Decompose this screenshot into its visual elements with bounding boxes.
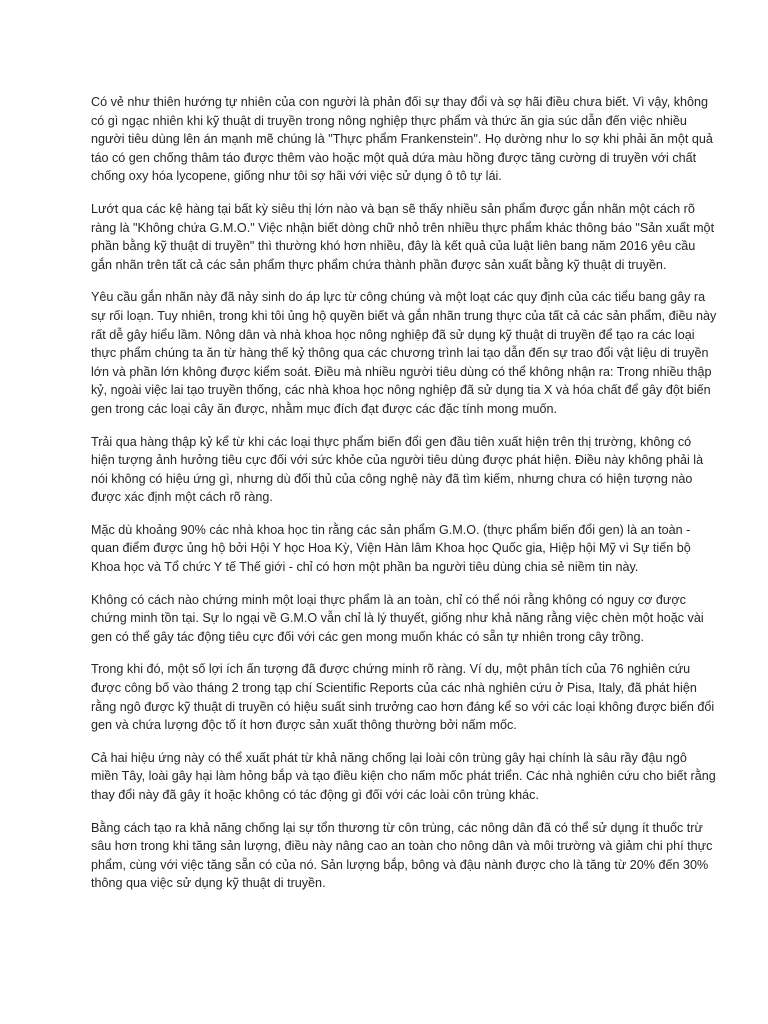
paragraph-6: Không có cách nào chứng minh một loại thực phẩm là an toàn, chỉ có thể nói rằng không có nguy cơ được chứng minh tồn tại. Sự lo ngại về G.M.O vẫn chỉ là lý thuyết, giống như khả năng rằng việc chèn một hoặc vài gen có thể gây tác động tiêu cực đối với các gen mong muốn khác có sẵn tự nhiên trong cây trồng. xyxy=(91,592,704,644)
paragraph-3: Yêu cầu gắn nhãn này đã nảy sinh do áp lực từ công chúng và một loạt các quy định của các tiểu bang gây ra sự rối loạn. Tuy nhiên, trong khi tôi ủng hộ quyền biết và gắn nhãn trung thực của tất cả các sản phẩm, điều này rất dễ gây hiểu lầm. Nông dân và nhà khoa học nông nghiệp đã sử dụng kỹ thuật di truyền để tạo ra các loại thực phẩm chúng ta ăn từ hàng thế kỷ thông qua các chương trình lai tạo dẫn đến sự trao đổi vật liệu di truyền lớn và phần lớn không được kiểm soát. Điều mà nhiều người tiêu dùng có thể không nhận ra: Trong nhiều thập kỷ, ngoài việc lai tạo truyền thống, các nhà khoa học nông nghiệp đã sử dụng tia X và hóa chất để gây đột biến gen trong các loại cây ăn được, nhằm mục đích đạt được các đặc tính mong muốn. xyxy=(91,290,717,416)
paragraph-4: Trải qua hàng thập kỷ kể từ khi các loại thực phẩm biến đổi gen đầu tiên xuất hiện trên thị trường, không có hiện tượng ảnh hưởng tiêu cực đối với sức khỏe của người tiêu dùng được phát hiện. Điều này không phải là nói không có hiệu ứng gì, nhưng dù đối thủ của công nghệ này đã tìm kiếm, nhưng chưa có hiện tượng nào được xác định một cách rõ ràng. xyxy=(91,434,704,505)
paragraph-9: Bằng cách tạo ra khả năng chống lại sự tổn thương từ côn trùng, các nông dân đã có thể sử dụng ít thuốc trừ sâu hơn trong khi tăng sản lượng, điều này nâng cao an toàn cho nông dân và môi trường và giảm chi phí thực phẩm, cùng với việc tăng sẵn có của nó. Sản lượng bắp, bông và đậu nành được cho là tăng từ 20% đến 30% thông qua việc sử dụng kỹ thuật di truyền. xyxy=(91,820,713,891)
document-body xyxy=(91,93,717,907)
paragraph-8: Cả hai hiệu ứng này có thể xuất phát từ khả năng chống lại loài côn trùng gây hại chính là sâu rầy đậu ngô miền Tây, loài gây hại làm hỏng bắp và tạo điều kiện cho nấm mốc phát triển. Các nhà nghiên cứu cho biết rằng thay đổi này đã gây ít hoặc không có tác động gì đối với các loài côn trùng khác. xyxy=(91,750,716,802)
paragraph-1: Có vẻ như thiên hướng tự nhiên của con người là phản đối sự thay đổi và sợ hãi điều chưa biết. Vì vậy, không có gì ngạc nhiên khi kỹ thuật di truyền trong nông nghiệp thực phẩm và thức ăn gia súc dẫn đến việc nhiều người tiêu dùng lên án mạnh mẽ chúng là "Thực phẩm Frankenstein". Họ dường như lo sợ khi phải ăn một quả táo có gen chống thâm táo được thêm vào hoặc một quả dứa màu hồng được tăng cường di truyền với chất chống oxy hóa lycopene, giống như tôi sợ hãi với việc sử dụng ô tô tự lái. xyxy=(91,95,713,184)
paragraph-5: Mặc dù khoảng 90% các nhà khoa học tin rằng các sản phẩm G.M.O. (thực phẩm biến đổi gen) là an toàn - quan điểm được ủng hộ bởi Hội Y học Hoa Kỳ, Viện Hàn lâm Khoa học Quốc gia, Hiệp hội Mỹ vì Sự tiến bộ Khoa học và Tổ chức Y tế Thế giới - chỉ có hơn một phần ba người tiêu dùng chia sẻ niềm tin này. xyxy=(91,522,691,575)
paragraph-7: Trong khi đó, một số lợi ích ấn tượng đã được chứng minh rõ ràng. Ví dụ, một phân tích của 76 nghiên cứu được công bố vào tháng 2 trong tạp chí Scientific Reports của các nhà nghiên cứu ở Pisa, Italy, đã phát hiện rằng ngô được kỹ thuật di truyền có hiệu suất sinh trưởng cao hơn đáng kể so với các loại không được biến đổi gen và chứa lượng độc tố ít hơn được sản xuất thông thường bởi nấm mốc. xyxy=(91,662,715,733)
paragraph-2: Lướt qua các kệ hàng tại bất kỳ siêu thị lớn nào và bạn sẽ thấy nhiều sản phẩm được gắn nhãn một cách rõ ràng là "Không chứa G.M.O." Việc nhận biết dòng chữ nhỏ trên nhiều thực phẩm khác thông báo "Sản xuất một phần bằng kỹ thuật di truyền" thì thường khó hơn nhiều, đây là kết quả của luật liên bang năm 2016 yêu cầu gắn nhãn trên tất cả các sản phẩm thực phẩm chứa thành phần được sản xuất bằng kỹ thuật di truyền. xyxy=(91,201,715,272)
